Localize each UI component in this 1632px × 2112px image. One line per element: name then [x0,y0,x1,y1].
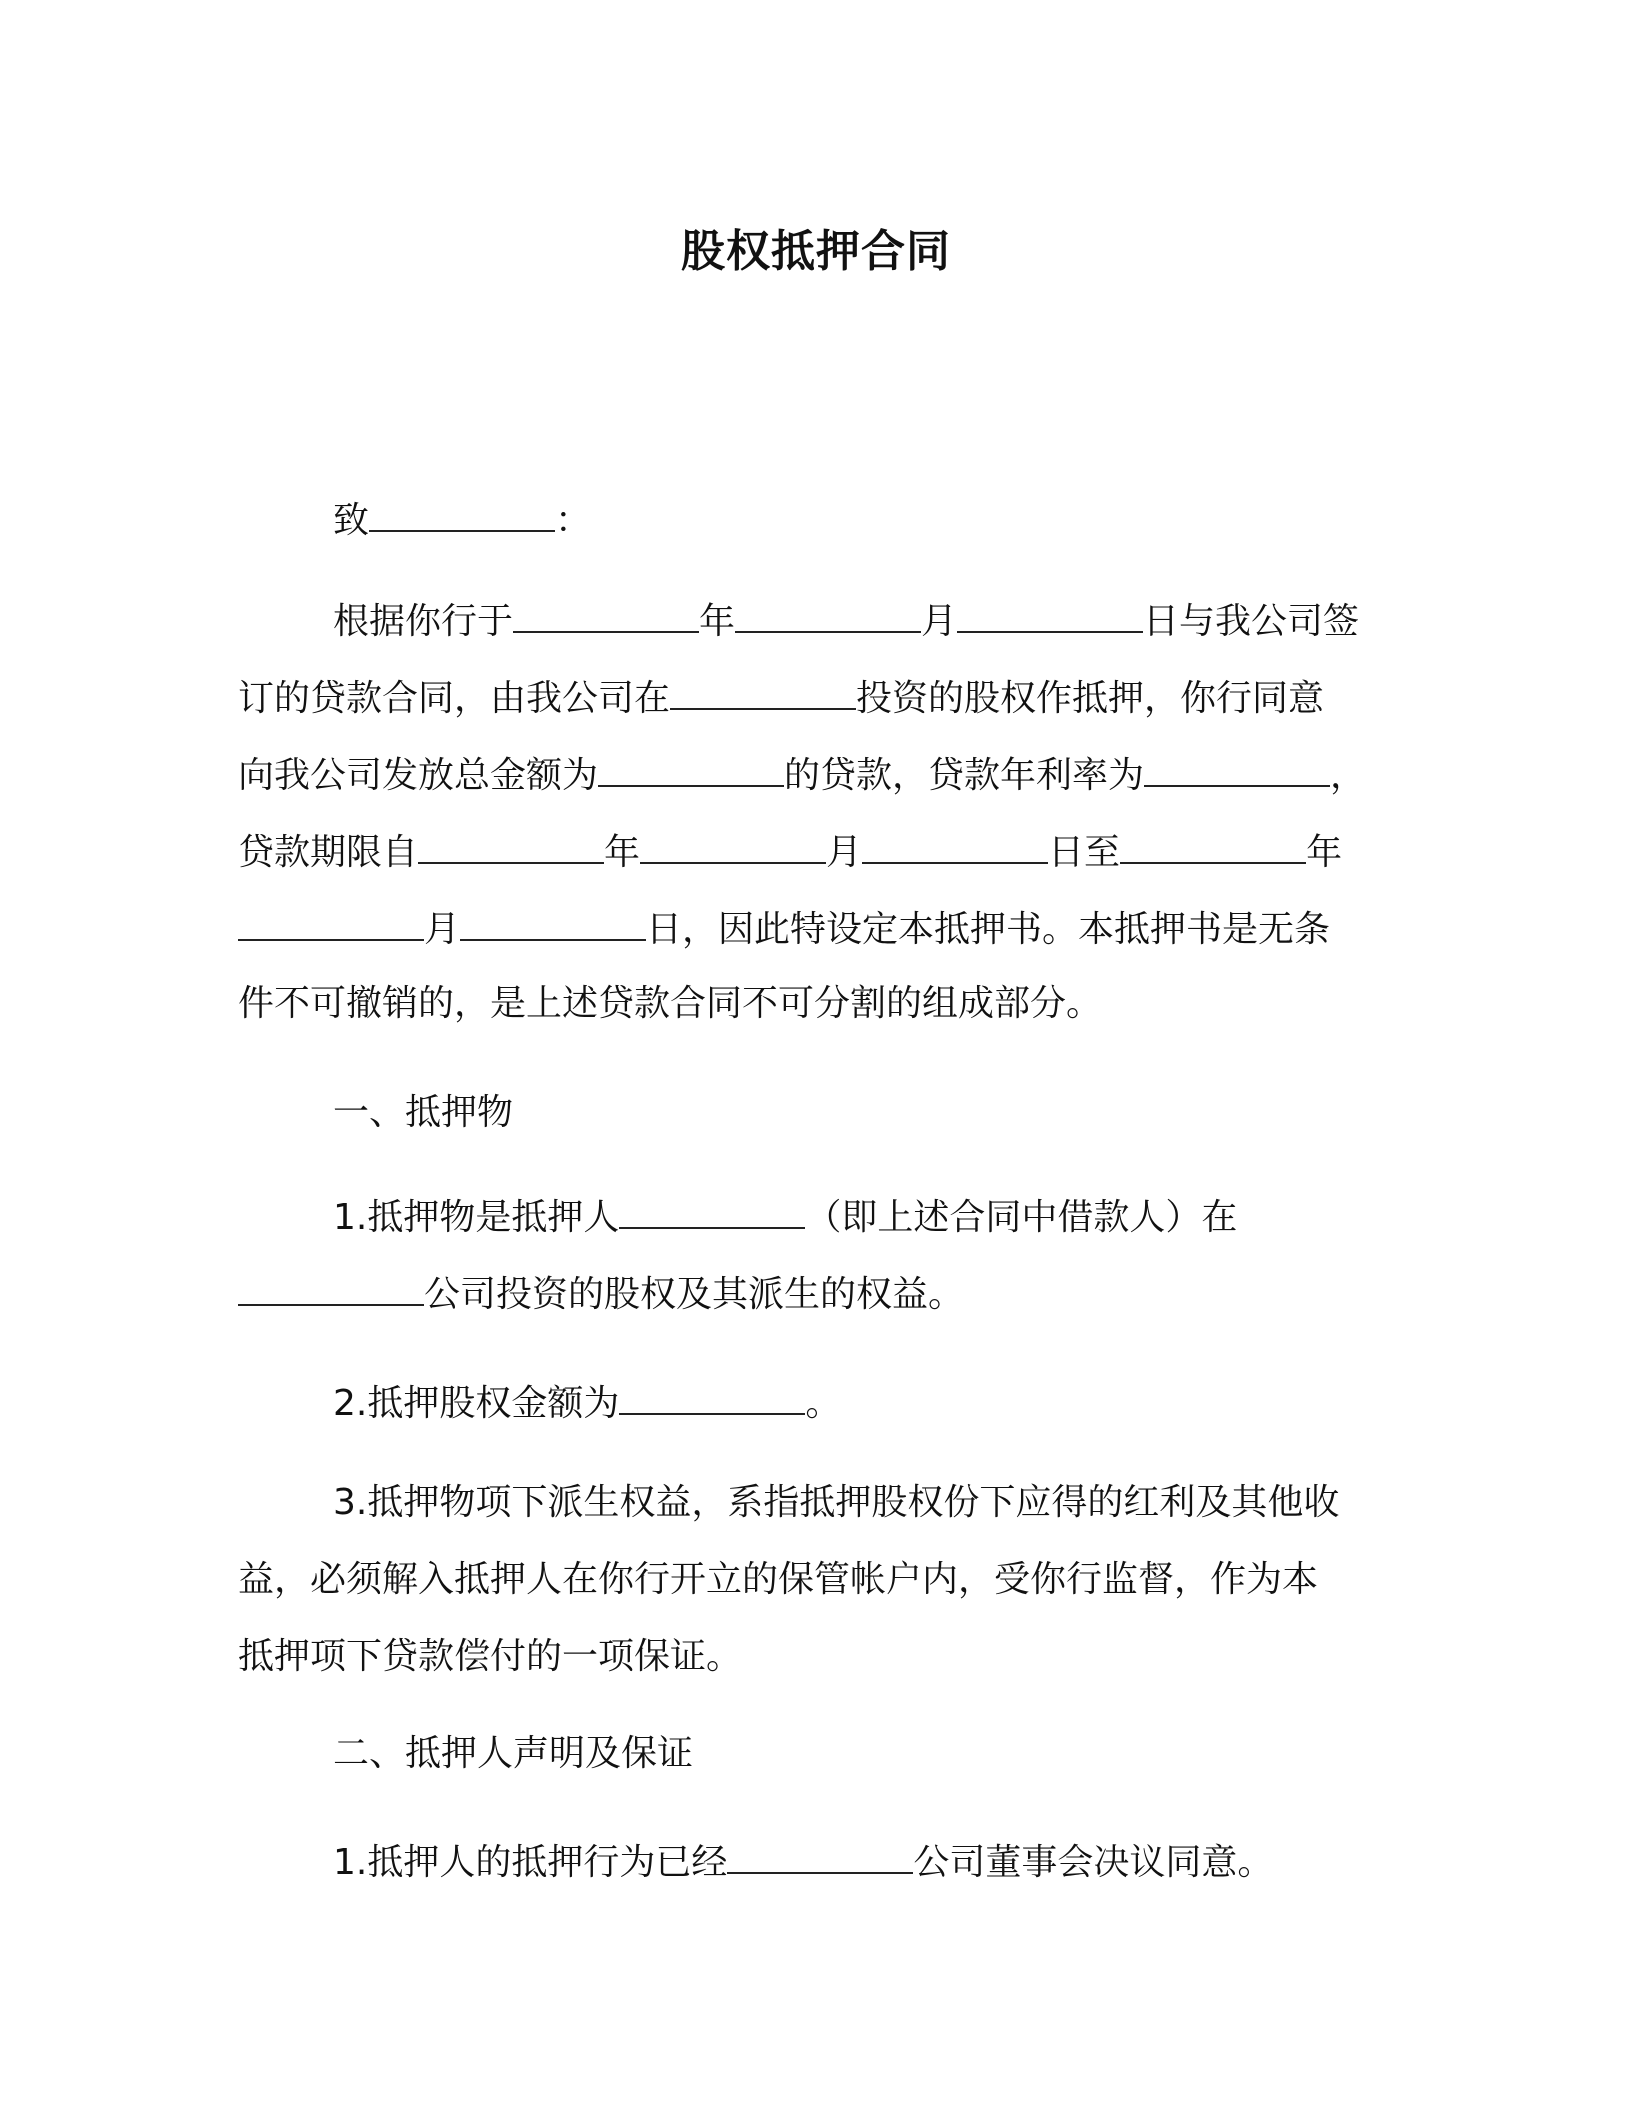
text-segment: 月 [424,909,461,950]
text-segment: 月 [921,601,958,642]
section-1-item-3-line-2: 益，必须解入抵押人在你行开立的保管帐户内，受你行监督，作为本 [238,1559,1319,1600]
text-segment: 日至 [1048,832,1121,873]
intro-line-5 [238,903,1330,954]
blank-field [735,595,921,633]
section-1-heading: 一、抵押物 [333,1092,514,1133]
text-segment: 年 [699,601,736,642]
blank-field [598,749,784,787]
text-segment: 公司投资的股权及其派生的权益。 [424,1274,965,1315]
blank-field [238,1268,424,1306]
document-title: 股权抵押合同 [681,226,951,277]
blank-field [418,826,604,864]
text-segment: ， [1330,755,1367,796]
section-2-heading: 二、抵押人声明及保证 [333,1733,694,1774]
text-segment: 日，因此特设定本抵押书。本抵押书是无条 [646,909,1331,950]
blank-field [369,494,555,532]
text-segment: 件不可撤销的，是上述贷款合同不可分割的组成部分。 [238,983,1103,1024]
text-segment: 月 [826,832,863,873]
text-segment: 。 [805,1383,842,1424]
text-segment: 年 [604,832,641,873]
text-segment: 1.抵押人的抵押行为已经 [333,1842,728,1883]
intro-line-6 [238,980,1102,1028]
text-segment: 订的贷款合同，由我公司在 [238,678,671,719]
addressee-suffix: ： [555,500,592,541]
section-1-item-3-line-1: 3.抵押物项下派生权益，系指抵押股权份下应得的红利及其他收 [333,1482,1340,1523]
blank-field [1120,826,1306,864]
section-1-item-2 [333,1377,841,1428]
blank-field [727,1836,913,1874]
blank-field [238,903,424,941]
blank-field [619,1191,805,1229]
text-segment: 贷款期限自 [238,832,419,873]
text-segment: 向我公司发放总金额为 [238,755,599,796]
blank-field [513,595,699,633]
text-segment: 的贷款，贷款年利率为 [784,755,1145,796]
addressee-prefix: 致 [333,500,370,541]
blank-field [670,672,856,710]
text-segment: 公司董事会决议同意。 [913,1842,1274,1883]
blank-field [460,903,646,941]
blank-field [957,595,1143,633]
text-segment: （即上述合同中借款人）在 [805,1197,1238,1238]
text-segment: 年 [1306,832,1343,873]
intro-line-3 [238,749,1366,800]
intro-line-2 [238,672,1324,723]
section-1-item-3-line-3: 抵押项下贷款偿付的一项保证。 [238,1636,743,1677]
section-1-item-1-line-2 [238,1268,964,1319]
text-segment: 1.抵押物是抵押人 [333,1197,620,1238]
text-segment: 2.抵押股权金额为 [333,1383,620,1424]
text-segment: 根据你行于 [333,601,514,642]
blank-field [619,1377,805,1415]
intro-line-1 [333,595,1359,646]
intro-line-4 [238,826,1342,877]
section-2-item-1 [333,1836,1273,1887]
section-1-item-1-line-1 [333,1191,1237,1242]
blank-field [1144,749,1330,787]
blank-field [862,826,1048,864]
addressee-line [333,494,591,545]
text-segment: 日与我公司签 [1143,601,1360,642]
blank-field [640,826,826,864]
text-segment: 投资的股权作抵押，你行同意 [856,678,1325,719]
